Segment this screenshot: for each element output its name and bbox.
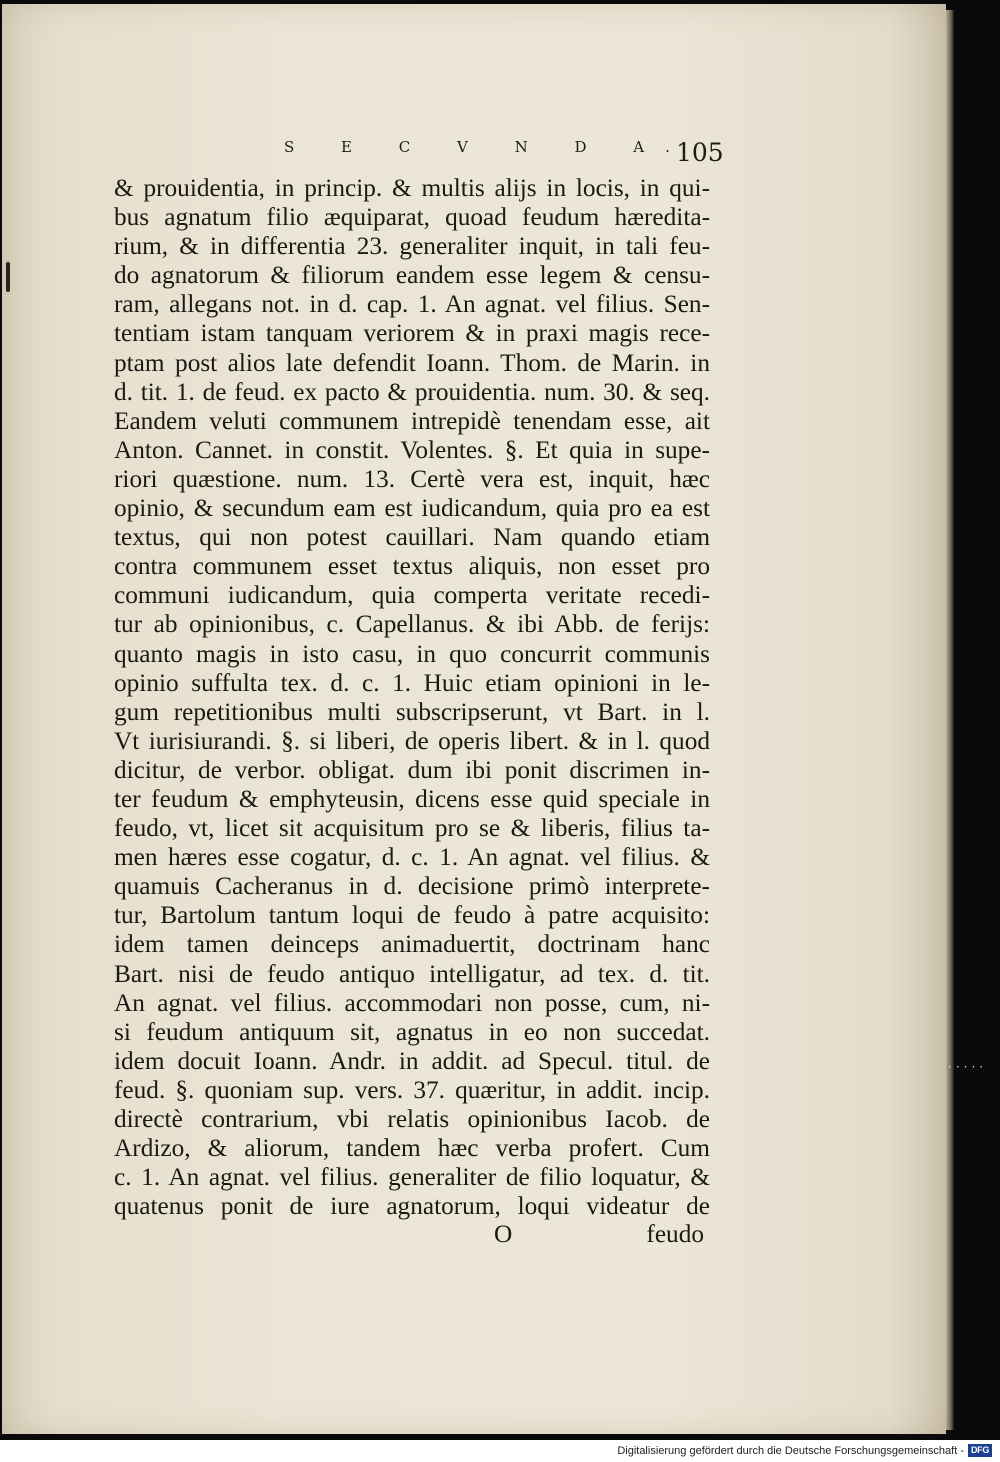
text-line: Anton. Cannet. in constit. Volentes. §. Et quia in supe- [114, 435, 710, 464]
text-line: Ardizo, & aliorum, tandem hæc verba profert. Cum [114, 1134, 710, 1163]
text-line: feudo, vt, licet sit acquisitum pro se & liberis, filius ta- [114, 814, 710, 843]
text-line: opinio suffulta tex. d. c. 1. Huic etiam opinioni in le- [114, 668, 710, 697]
text-line: contra communem esset textus aliquis, non esset pro [114, 552, 710, 581]
text-line: riori quæstione. num. 13. Certè vera est, inquit, hæc [114, 464, 710, 493]
text-line: directè contrarium, vbi relatis opinionibus Iacob. de [114, 1105, 710, 1133]
text-line: quanto magis in isto casu, in quo concurrit communis [114, 639, 710, 668]
text-line: rium, & in differentia 23. generaliter inquit, in tali feu- [114, 232, 710, 261]
text-line: quatenus ponit de iure agnatorum, loqui videatur de [114, 1192, 710, 1221]
running-head: S E C V N D A. [284, 138, 691, 156]
text-line: Bart. nisi de feudo antiquo intelligatur, ad tex. d. tit. [114, 959, 710, 988]
footer-bar [0, 1440, 1000, 1462]
text-line: tur, Bartolum tantum loqui de feudo à patre acquisito: [114, 901, 710, 930]
text-line: idem docuit Ioann. Andr. in addit. ad Specul. titul. de [114, 1046, 710, 1075]
page-edge-shadow [946, 10, 954, 1430]
text-line: ptam post alios late defendit Ioann. Thom. de Marin. in [114, 348, 710, 377]
page-number: 105 [676, 138, 724, 167]
text-line: An agnat. vel filius. accommodari non posse, cum, ni- [114, 988, 710, 1017]
signature-mark: O [494, 1220, 513, 1248]
text-line: textus, qui non potest cauillari. Nam quando etiam [114, 523, 710, 552]
text-line: tur ab opinionibus, c. Capellanus. & ibi Abb. de ferijs: [114, 610, 710, 639]
text-line: tentiam istam tanquam veriorem & in praxi magis rece- [114, 319, 710, 348]
funding-notice: Digitalisierung gefördert durch die Deutsche Forschungsgemeinschaft - [617, 1445, 964, 1457]
text-line: dicitur, de verbor. obligat. dum ibi ponit discrimen in- [114, 755, 710, 784]
text-line: ter feudum & emphyteusin, dicens esse quid speciale in [114, 784, 710, 813]
scan-artifact-dots: ····· [948, 1060, 988, 1074]
text-line: quamuis Cacheranus in d. decisione primò interprete- [114, 872, 710, 901]
text-line: Vt iurisiurandi. §. si liberi, de operis libert. & in l. quod [114, 726, 710, 755]
text-line: & prouidentia, in princip. & multis alijs in locis, in qui- [114, 174, 710, 202]
text-line: si feudum antiquum sit, agnatus in eo non succedat. [114, 1017, 710, 1046]
book-page [2, 4, 946, 1434]
catchword: feudo [646, 1220, 704, 1248]
text-line: men hæres esse cogatur, d. c. 1. An agnat. vel filius. & [114, 843, 710, 872]
ink-mark [6, 262, 10, 292]
text-line: ram, allegans not. in d. cap. 1. An agnat. vel filius. Sen- [114, 290, 710, 319]
catch-line [114, 1220, 710, 1250]
body-text [114, 174, 710, 1221]
text-line: Eandem veluti communem intrepidè tenendam esse, ait [114, 406, 710, 435]
text-line: idem tamen deinceps animaduertit, doctrinam hanc [114, 930, 710, 959]
text-line: bus agnatum filio æquiparat, quoad feudum hæredita- [114, 203, 710, 232]
text-line: gum repetitionibus multi subscripserunt, vt Bart. in l. [114, 697, 710, 726]
text-line: c. 1. An agnat. vel filius. generaliter de filio loquatur, & [114, 1163, 710, 1192]
text-line: opinio, & secundum eam est iudicandum, quia pro ea est [114, 494, 710, 523]
text-line: communi iudicandum, quia comperta veritate recedi- [114, 581, 710, 610]
dfg-logo: DFG [968, 1444, 992, 1457]
text-line: d. tit. 1. de feud. ex pacto & prouidentia. num. 30. & seq. [114, 377, 710, 406]
text-line: do agnatorum & filiorum eandem esse legem & censu- [114, 261, 710, 290]
text-line: feud. §. quoniam sup. vers. 37. quæritur, in addit. incip. [114, 1075, 710, 1104]
